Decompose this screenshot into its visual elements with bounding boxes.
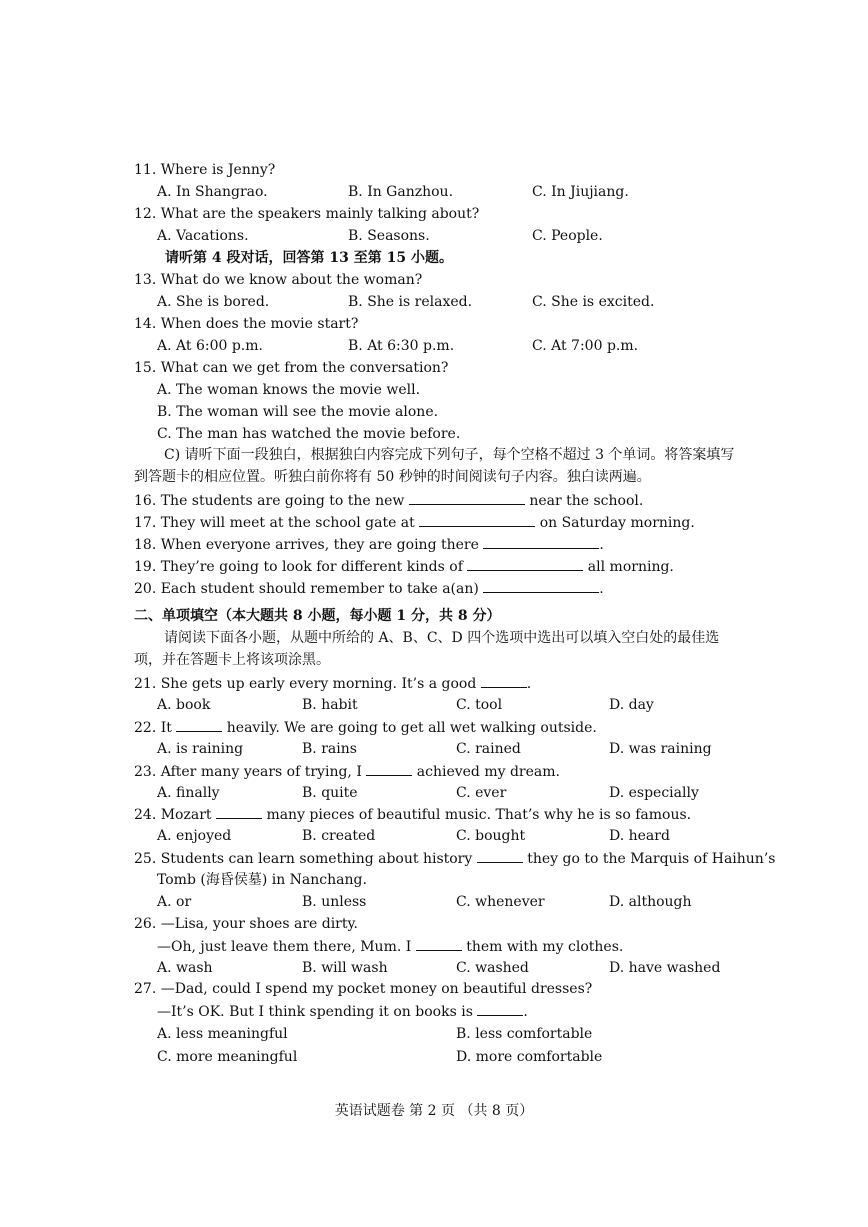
question-15-stem: 15. What can we get from the conversation? [134, 360, 449, 376]
question-25 [134, 848, 775, 869]
option-14-a: A. At 6:00 p.m. [157, 338, 263, 354]
question-12-stem: 12. What are the speakers mainly talking about? [134, 206, 480, 222]
question-17-tail: on Saturday morning. [539, 515, 695, 531]
question-21-tail: . [526, 676, 532, 692]
option-26-a: A. wash [157, 960, 213, 976]
question-17-text: 17. They will meet at the school gate at [134, 515, 415, 531]
option-22-b: B. rains [302, 741, 357, 757]
section-4-instruction: 请听第 4 段对话，回答第 13 至第 15 小题。 [165, 250, 453, 266]
question-18-text: 18. When everyone arrives, they are going there [134, 537, 479, 553]
option-13-a: A. She is bored. [157, 294, 270, 310]
question-27-reply [157, 1001, 528, 1022]
question-26-reply [157, 936, 623, 957]
option-14-c: C. At 7:00 p.m. [532, 338, 639, 354]
answer-blank [409, 490, 525, 505]
option-22-a: A. is raining [157, 741, 244, 757]
option-21-d: D. day [609, 697, 654, 713]
option-27-b: B. less comfortable [456, 1026, 593, 1042]
option-12-b: B. Seasons. [348, 228, 430, 244]
option-23-c: C. ever [456, 785, 507, 801]
option-21-b: B. habit [302, 697, 358, 713]
option-11-b: B. In Ganzhou. [348, 184, 454, 200]
option-11-a: A. In Shangrao. [157, 184, 268, 200]
question-14-stem: 14. When does the movie start? [134, 316, 359, 332]
option-25-d: D. although [609, 894, 692, 910]
option-23-b: B. quite [302, 785, 358, 801]
option-15-b: B. The woman will see the movie alone. [157, 404, 439, 420]
option-23-a: A. finally [157, 785, 220, 801]
answer-blank [416, 936, 462, 951]
option-27-c: C. more meaningful [157, 1049, 298, 1065]
question-25-line2: Tomb (海昏侯墓) in Nanchang. [157, 872, 367, 888]
question-23-tail: achieved my dream. [416, 764, 560, 780]
question-21 [134, 673, 531, 694]
question-22-text: 22. It [134, 720, 172, 736]
question-22-tail: heavily. We are going to get all wet walking outside. [226, 720, 597, 736]
answer-blank [366, 761, 412, 776]
section-2-instruction: 请阅读下面各小题，从题中所给的 A、B、C、D 四个选项中选出可以填入空白处的最佳选项，并在答题卡上将该项涂黑。 [134, 630, 720, 668]
question-17 [134, 512, 695, 533]
answer-blank [483, 534, 599, 549]
option-23-d: D. especially [609, 785, 699, 801]
question-13-stem: 13. What do we know about the woman? [134, 272, 423, 288]
option-11-c: C. In Jiujiang. [532, 184, 629, 200]
option-24-b: B. created [302, 828, 376, 844]
answer-blank [477, 848, 523, 863]
option-26-b: B. will wash [302, 960, 388, 976]
question-18-tail: . [599, 537, 604, 553]
option-25-c: C. whenever [456, 894, 545, 910]
question-26-text: —Oh, just leave them there, Mum. I [157, 939, 412, 955]
option-25-a: A. or [157, 894, 192, 910]
answer-blank [216, 804, 262, 819]
question-20 [134, 578, 604, 599]
answer-blank [483, 578, 599, 593]
option-26-c: C. washed [456, 960, 529, 976]
answer-blank [419, 512, 535, 527]
question-22 [134, 717, 597, 738]
question-23-text: 23. After many years of trying, I [134, 764, 362, 780]
question-26-tail: them with my clothes. [466, 939, 624, 955]
question-26-stem: 26. —Lisa, your shoes are dirty. [134, 916, 358, 932]
question-11-stem: 11. Where is Jenny? [134, 162, 276, 178]
part-c-instruction: C) 请听下面一段独白，根据独白内容完成下列句子，每个空格不超过 3 个单词。将答案填写到答题卡的相应位置。听独白前你将有 50 秒钟的时间阅读句子内容。独白读两遍。 [134, 447, 735, 485]
section-2-title: 二、单项填空（本大题共 8 小题，每小题 1 分，共 8 分） [134, 608, 501, 624]
option-13-c: C. She is excited. [532, 294, 655, 310]
question-23 [134, 761, 560, 782]
answer-blank [481, 673, 527, 688]
option-22-d: D. was raining [609, 741, 712, 757]
option-26-d: D. have washed [609, 960, 721, 976]
option-25-b: B. unless [302, 894, 367, 910]
answer-blank [477, 1001, 523, 1016]
option-24-d: D. heard [609, 828, 670, 844]
option-21-c: C. tool [456, 697, 503, 713]
question-24-tail: many pieces of beautiful music. That’s why he is so famous. [266, 807, 692, 823]
option-27-a: A. less meaningful [157, 1026, 288, 1042]
question-24-text: 24. Mozart [134, 807, 212, 823]
question-20-tail: . [599, 581, 604, 597]
option-24-a: A. enjoyed [157, 828, 232, 844]
option-12-c: C. People. [532, 228, 603, 244]
answer-blank [176, 717, 222, 732]
question-25-text: 25. Students can learn something about history [134, 851, 473, 867]
question-16-tail: near the school. [529, 493, 644, 509]
question-27-tail: . [523, 1004, 528, 1020]
question-16-text: 16. The students are going to the new [134, 493, 405, 509]
option-27-d: D. more comfortable [456, 1049, 603, 1065]
question-27-stem: 27. —Dad, could I spend my pocket money on beautiful dresses? [134, 981, 593, 997]
question-19 [134, 556, 674, 577]
question-16 [134, 490, 643, 511]
question-20-text: 20. Each student should remember to take a(an) [134, 581, 479, 597]
option-15-a: A. The woman knows the movie well. [157, 382, 421, 398]
question-19-tail: all morning. [587, 559, 674, 575]
question-27-text: —It’s OK. But I think spending it on books is [157, 1004, 473, 1020]
option-15-c: C. The man has watched the movie before. [157, 426, 461, 442]
option-22-c: C. rained [456, 741, 521, 757]
question-19-text: 19. They’re going to look for different kinds of [134, 559, 463, 575]
question-18 [134, 534, 604, 555]
question-25-tail: they go to the Marquis of Haihun’s [527, 851, 776, 867]
answer-blank [467, 556, 583, 571]
option-14-b: B. At 6:30 p.m. [348, 338, 455, 354]
option-12-a: A. Vacations. [157, 228, 249, 244]
question-24 [134, 804, 691, 825]
option-24-c: C. bought [456, 828, 526, 844]
page-footer: 英语试题卷 第 2 页 （共 8 页） [334, 1103, 534, 1119]
option-13-b: B. She is relaxed. [348, 294, 473, 310]
question-21-text: 21. She gets up early every morning. It’s a good [134, 676, 477, 692]
option-21-a: A. book [157, 697, 211, 713]
